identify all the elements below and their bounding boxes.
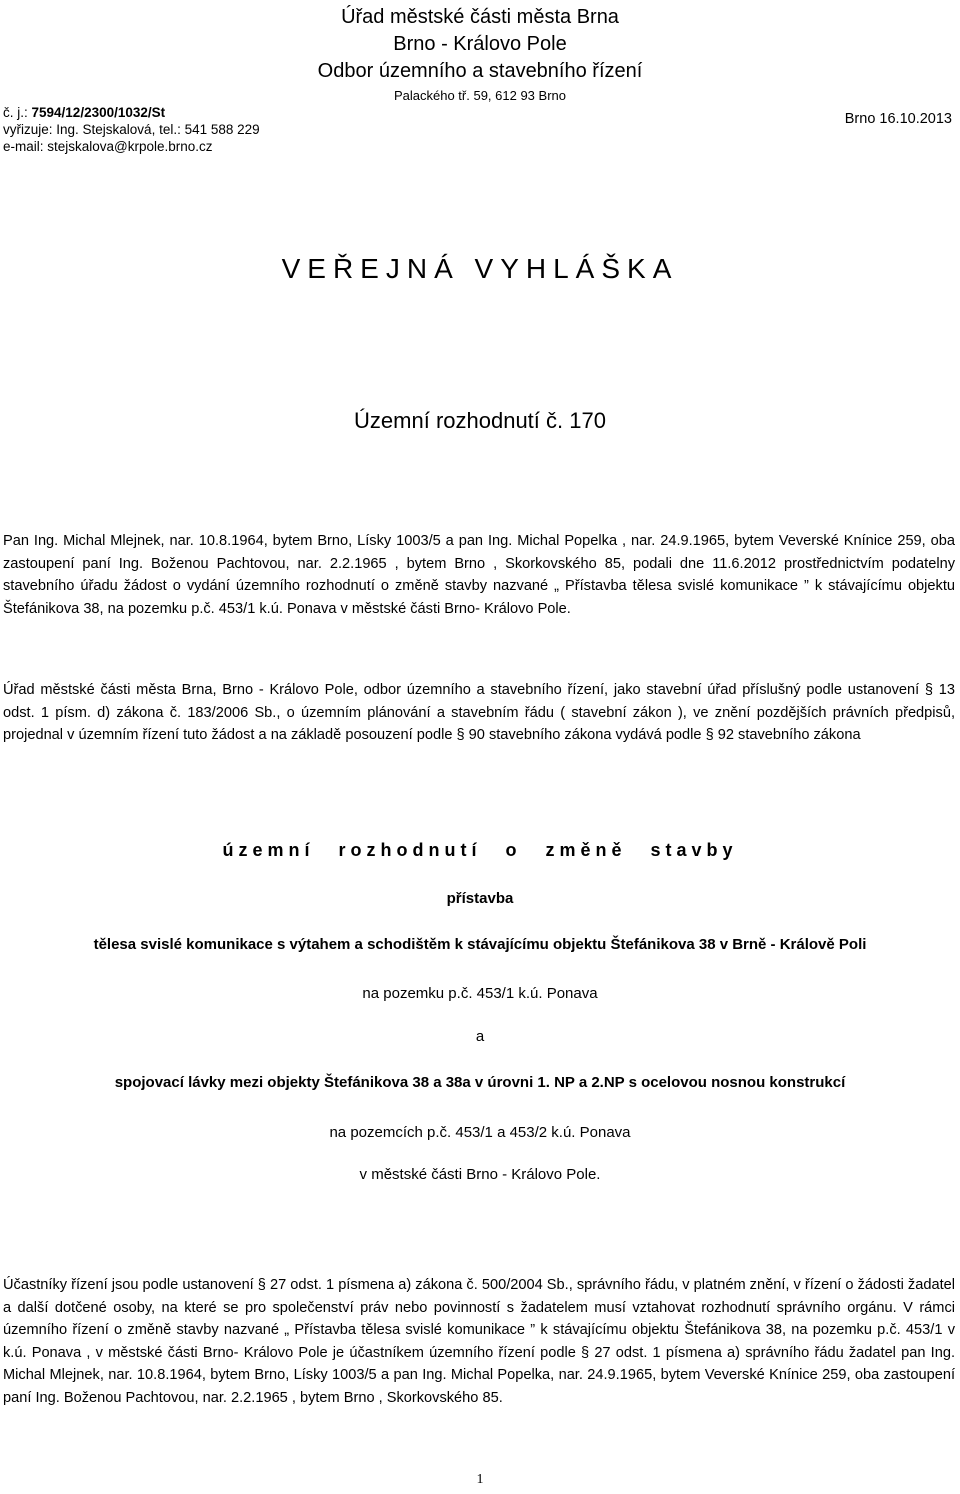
intro-paragraph: Pan Ing. Michal Mlejnek, nar. 10.8.1964, bytem Brno, Lísky 1003/5 a pan Ing. Michal Popelka , nar. 24.9.1965, bytem Veverské Knínice 259, oba zastoupení paní Ing. Boženou Pachtovou, nar. 2.2.1965 , bytem Brno , Skorkovského 85, podali dne 11.6.2012 prostřednictvím podatelny stavebního úřadu žádost o vydání územního rozhodnutí o změně stavby nazvané „ Přístavba tělesa svislé komunikace ” k stávajícímu objektu Štefánikova 38, na pozemku p.č. 453/1 k.ú. Ponava v městské části Brno- Královo Pole.	[3, 533, 955, 617]
decision-line-2: tělesa svislé komunikace s výtahem a schodištěm k stávajícímu objektu Štefánikova 38 v Brně - Králově Poli	[93, 936, 867, 953]
authority-paragraph: Úřad městské části města Brna, Brno - Královo Pole, odbor územního a stavebního řízení, jako stavební úřad příslušný podle ustanovení § 13 odst. 1 písm. d) zákona č. 183/2006 Sb., o územním plánování a stavebním řádu ( stavební zákon ), ve znění pozdějších právních předpisů, projednal v územním řízení tuto žádost a na základě posouzení podle § 90 stavebního zákona vydává podle § 92 stavebního zákona	[3, 682, 955, 744]
decision-line-4: a	[475, 1028, 485, 1045]
page-number: 1	[476, 1472, 484, 1487]
decision-line-1: přístavba	[446, 890, 514, 907]
office-department: Odbor územního a stavebního řízení	[317, 60, 643, 82]
decision-line-7: v městské části Brno - Královo Pole.	[359, 1166, 601, 1183]
office-district: Brno - Královo Pole	[393, 33, 567, 55]
document-title: VEŘEJNÁ VYHLÁŠKA	[281, 253, 679, 284]
reference-label: č. j.:	[3, 105, 32, 120]
decision-line-6: na pozemcích p.č. 453/1 a 453/2 k.ú. Ponava	[329, 1124, 631, 1141]
decision-line-3: na pozemku p.č. 453/1 k.ú. Ponava	[362, 985, 598, 1002]
office-name: Úřad městské části města Brna	[341, 6, 619, 28]
office-address: Palackého tř. 59, 612 93 Brno	[393, 88, 566, 103]
email-line: e-mail: stejskalova@krpole.brno.cz	[3, 139, 213, 154]
handled-by: vyřizuje: Ing. Stejskalová, tel.: 541 588 229	[3, 122, 260, 137]
reference-number	[3, 104, 165, 121]
reference-value: 7594/12/2300/1032/St	[31, 105, 166, 120]
document-subtitle: Územní rozhodnutí č. 170	[354, 408, 606, 433]
decision-heading: územní rozhodnutí o změně stavby	[222, 840, 738, 860]
document-date: Brno 16.10.2013	[844, 111, 952, 127]
decision-line-5: spojovací lávky mezi objekty Štefánikova 38 a 38a v úrovni 1. NP a 2.NP s ocelovou nosnou konstrukcí	[114, 1074, 846, 1091]
participants-paragraph: Účastníky řízení jsou podle ustanovení § 27 odst. 1 písmena a) zákona č. 500/2004 Sb., správního řádu, v platném znění, v řízení o žádosti žadatel a další dotčené osoby, na které se pro společenství práv nebo povinností s žadatelem musí vztahovat rozhodnutí správního orgánu. V rámci územního řízení o změně stavby nazvané „ Přístavba tělesa svislé komunikace ” k stávajícímu objektu Štefánikova 38, na pozemku p.č. 453/1 v k.ú. Ponava , v městské části Brno- Královo Pole je účastníkem územního řízení podle § 27 odst. 1 písmena a) správního řádu žadatel pan Ing. Michal Mlejnek, nar. 10.8.1964, bytem Brno, Lísky 1003/5 a pan Ing. Michal Popelka, nar. 24.9.1965, bytem Veverské Knínice 259, oba zastoupení paní Ing. Boženou Pachtovou, nar. 2.2.1965 , bytem Brno , Skorkovského 85.	[3, 1277, 955, 1406]
